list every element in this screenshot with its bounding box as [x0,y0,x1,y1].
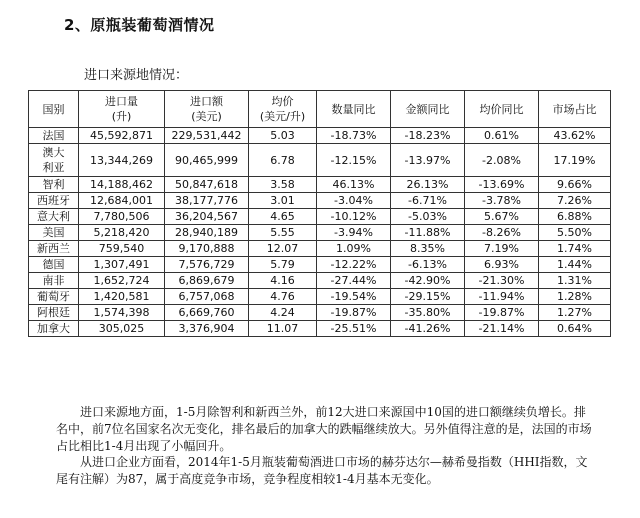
value-cell: 43.62% [539,128,611,144]
value-cell: -11.88% [391,225,465,241]
table-caption: 进口来源地情况： [84,68,189,83]
value-cell: 3,376,904 [165,321,249,337]
value-cell: 7,576,729 [165,257,249,273]
value-cell: -41.26% [391,321,465,337]
column-header: 国别 [29,91,79,128]
value-cell: 1.27% [539,305,611,321]
value-cell: 5.55 [249,225,317,241]
value-cell: 3.01 [249,193,317,209]
value-cell: 9,170,888 [165,241,249,257]
value-cell: -6.71% [391,193,465,209]
section-heading: 2、原瓶装葡萄酒情况 [64,16,215,34]
value-cell: 1,307,491 [79,257,165,273]
country-cell: 新西兰 [29,241,79,257]
table-row [29,225,611,241]
column-header: 数量同比 [317,91,391,128]
value-cell: 0.64% [539,321,611,337]
value-cell: 7.26% [539,193,611,209]
table-row [29,321,611,337]
table-row [29,144,611,177]
value-cell: -3.78% [465,193,539,209]
value-cell: 1.44% [539,257,611,273]
column-header: 金额同比 [391,91,465,128]
value-cell: 1.09% [317,241,391,257]
value-cell: 6,757,068 [165,289,249,305]
value-cell: 5,218,420 [79,225,165,241]
value-cell: 5.79 [249,257,317,273]
value-cell: -3.04% [317,193,391,209]
value-cell: -18.23% [391,128,465,144]
value-cell: 1.28% [539,289,611,305]
column-header: 进口额 (美元) [165,91,249,128]
value-cell: 6.88% [539,209,611,225]
table-row [29,305,611,321]
country-cell: 意大利 [29,209,79,225]
value-cell: 12,684,001 [79,193,165,209]
table-header-row [29,91,611,128]
value-cell: 7,780,506 [79,209,165,225]
value-cell: -19.54% [317,289,391,305]
value-cell: 90,465,999 [165,144,249,177]
country-cell: 葡萄牙 [29,289,79,305]
column-header: 均价 (美元/升) [249,91,317,128]
value-cell: 7.19% [465,241,539,257]
value-cell: 45,592,871 [79,128,165,144]
column-header: 市场占比 [539,91,611,128]
value-cell: -29.15% [391,289,465,305]
value-cell: -2.08% [465,144,539,177]
import-source-table [28,90,611,337]
value-cell: 1,574,398 [79,305,165,321]
column-header: 进口量 (升) [79,91,165,128]
table-row [29,273,611,289]
value-cell: 4.24 [249,305,317,321]
table-row [29,257,611,273]
value-cell: -27.44% [317,273,391,289]
table-row [29,128,611,144]
value-cell: 26.13% [391,177,465,193]
paragraph-source-analysis: 进口来源地方面，1-5月除智利和新西兰外，前12大进口来源国中10国的进口额继续负增长。排名中，前7位名国家名次无变化，排名最后的加拿大的跌幅继续放大。另外值得注意的是，法国的市场占比相比1-4月出现了小幅回升。 [56,405,592,453]
value-cell: 759,540 [79,241,165,257]
value-cell: 9.66% [539,177,611,193]
value-cell: -19.87% [317,305,391,321]
value-cell: 1.31% [539,273,611,289]
country-cell: 南非 [29,273,79,289]
value-cell: -12.22% [317,257,391,273]
value-cell: -25.51% [317,321,391,337]
country-cell: 德国 [29,257,79,273]
value-cell: 6,669,760 [165,305,249,321]
value-cell: -35.80% [391,305,465,321]
value-cell: -10.12% [317,209,391,225]
value-cell: 1.74% [539,241,611,257]
value-cell: 3.58 [249,177,317,193]
value-cell: -18.73% [317,128,391,144]
value-cell: 50,847,618 [165,177,249,193]
value-cell: 4.65 [249,209,317,225]
table-row [29,193,611,209]
value-cell: 6,869,679 [165,273,249,289]
table-row [29,241,611,257]
value-cell: 38,177,776 [165,193,249,209]
value-cell: 229,531,442 [165,128,249,144]
value-cell: 17.19% [539,144,611,177]
value-cell: 5.67% [465,209,539,225]
country-cell: 法国 [29,128,79,144]
value-cell: -21.30% [465,273,539,289]
value-cell: 14,188,462 [79,177,165,193]
value-cell: -6.13% [391,257,465,273]
paragraph-enterprise-analysis: 从进口企业方面看，2014年1-5月瓶装葡萄酒进口市场的赫芬达尔—赫希曼指数（HHI指数，文尾有注解）为87，属于高度竞争市场，竞争程度相较1-4月基本无变化。 [56,455,588,486]
country-cell: 美国 [29,225,79,241]
table-row [29,209,611,225]
value-cell: -11.94% [465,289,539,305]
value-cell: -12.15% [317,144,391,177]
value-cell: 1,420,581 [79,289,165,305]
value-cell: -13.69% [465,177,539,193]
value-cell: 6.93% [465,257,539,273]
value-cell: 46.13% [317,177,391,193]
country-cell: 阿根廷 [29,305,79,321]
value-cell: -5.03% [391,209,465,225]
country-cell: 西班牙 [29,193,79,209]
value-cell: 11.07 [249,321,317,337]
value-cell: -13.97% [391,144,465,177]
value-cell: -8.26% [465,225,539,241]
value-cell: 28,940,189 [165,225,249,241]
table-row [29,177,611,193]
value-cell: 4.16 [249,273,317,289]
country-cell: 智利 [29,177,79,193]
value-cell: -21.14% [465,321,539,337]
value-cell: 0.61% [465,128,539,144]
value-cell: 8.35% [391,241,465,257]
value-cell: 12.07 [249,241,317,257]
value-cell: 13,344,269 [79,144,165,177]
value-cell: 6.78 [249,144,317,177]
value-cell: 305,025 [79,321,165,337]
value-cell: 1,652,724 [79,273,165,289]
country-cell: 澳大 利亚 [29,144,79,177]
value-cell: 36,204,567 [165,209,249,225]
table-row [29,289,611,305]
column-header: 均价同比 [465,91,539,128]
value-cell: -42.90% [391,273,465,289]
value-cell: -19.87% [465,305,539,321]
value-cell: -3.94% [317,225,391,241]
country-cell: 加拿大 [29,321,79,337]
value-cell: 5.03 [249,128,317,144]
value-cell: 4.76 [249,289,317,305]
value-cell: 5.50% [539,225,611,241]
